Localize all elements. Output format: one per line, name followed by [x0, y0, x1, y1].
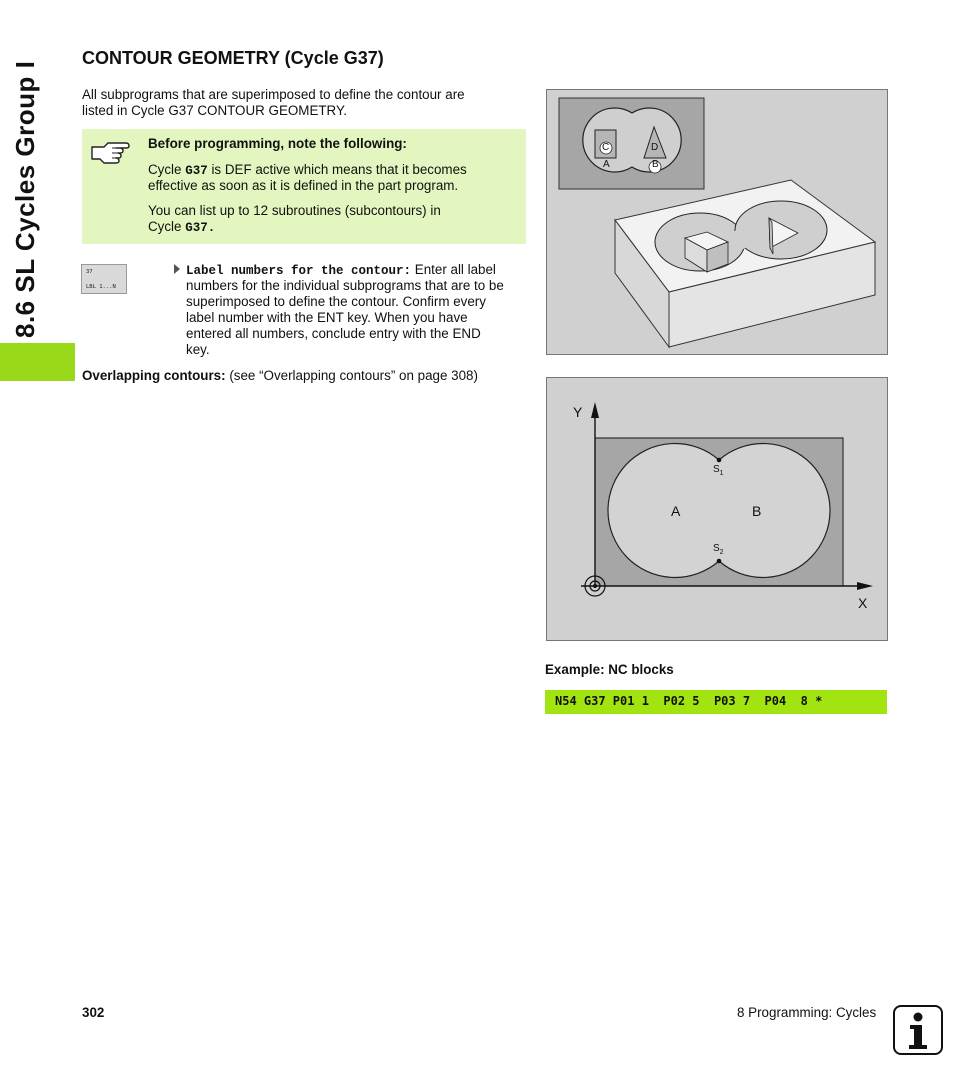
figure-xy-drawing [547, 378, 887, 640]
figure-xy-contours [546, 377, 888, 641]
fig2-label-b: B [752, 503, 762, 519]
page-number: 302 [82, 1005, 105, 1020]
info-glyph [895, 1007, 941, 1053]
triangle-bullet-icon [173, 263, 181, 275]
note-p1-code: G37 [185, 164, 208, 178]
fig2-axis-y: Y [573, 404, 583, 420]
softkey-line-1: 37 [86, 269, 93, 275]
chapter-marker [0, 343, 75, 381]
note-p2-text: Cycle [148, 219, 186, 234]
note-box [82, 129, 526, 244]
intro-line-1: All subprograms that are superimposed to define the contour are [82, 87, 465, 102]
side-tab-label: 8.6 SL Cycles Group I [10, 60, 40, 338]
example-title: Example: NC blocks [545, 662, 674, 677]
param-line-5: entered all numbers, conclude entry with the END [186, 326, 481, 341]
param-line-3: superimposed to define the contour. Confirm every [186, 294, 486, 309]
figure-3d-drawing [547, 90, 887, 354]
param-line-6: key. [186, 342, 210, 357]
fig2-s1-sub: 1 [719, 470, 724, 477]
param-line-2: numbers for the individual subprograms that are to be [186, 278, 504, 293]
figure-3d-contours [546, 89, 888, 355]
fig2-s1-letter: S [713, 464, 720, 475]
note-p2-line-1: You can list up to 12 subroutines (subcontours) in [148, 203, 441, 218]
nc-block-code: N54 G37 P01 1 P02 5 P03 7 P04 8 * [555, 694, 823, 708]
chapter-title: 8 Programming: Cycles [737, 1005, 877, 1020]
fig1-label-c: C [602, 142, 610, 153]
fig1-label-a: A [603, 159, 610, 170]
overlap-line [82, 368, 478, 384]
fig2-s2-letter: S [713, 543, 720, 554]
fig2-axis-x: X [858, 595, 868, 611]
note-p1-line-1 [148, 162, 518, 179]
nc-block-bar [545, 690, 887, 714]
note-p2-code: G37. [185, 221, 216, 235]
note-p1-text-b: is DEF active which means that it becomes [207, 162, 467, 177]
page-title: CONTOUR GEOMETRY (Cycle G37) [82, 48, 384, 68]
param-line-4: label number with the ENT key. When you have [186, 310, 468, 325]
softkey-line-2: LBL 1...N [86, 284, 116, 290]
fig2-s2-sub: 2 [719, 549, 724, 556]
pointing-hand-icon [90, 137, 130, 167]
overlap-text: (see “Overlapping contours” on page 308) [225, 368, 478, 383]
lbl-softkey[interactable] [81, 264, 127, 294]
note-p1-text-a: Cycle [148, 162, 186, 177]
param-line-1 [186, 262, 496, 279]
fig2-label-s1 [713, 464, 724, 477]
fig1-label-d: D [651, 142, 659, 153]
note-heading: Before programming, note the following: [148, 136, 407, 151]
info-icon [893, 1005, 943, 1055]
note-p1-line-2: effective as soon as it is defined in the part program. [148, 178, 459, 193]
fig1-label-b: B [652, 159, 659, 170]
overlap-label: Overlapping contours: [82, 368, 226, 383]
fig2-label-s2 [713, 543, 724, 556]
intro-line-2: listed in Cycle G37 CONTOUR GEOMETRY. [82, 103, 347, 118]
param-label: Label numbers for the contour: [186, 264, 412, 278]
note-p2-line-2 [148, 219, 518, 236]
param-text: Enter all label [411, 262, 496, 277]
fig2-label-a: A [671, 503, 681, 519]
side-tab [0, 38, 75, 338]
